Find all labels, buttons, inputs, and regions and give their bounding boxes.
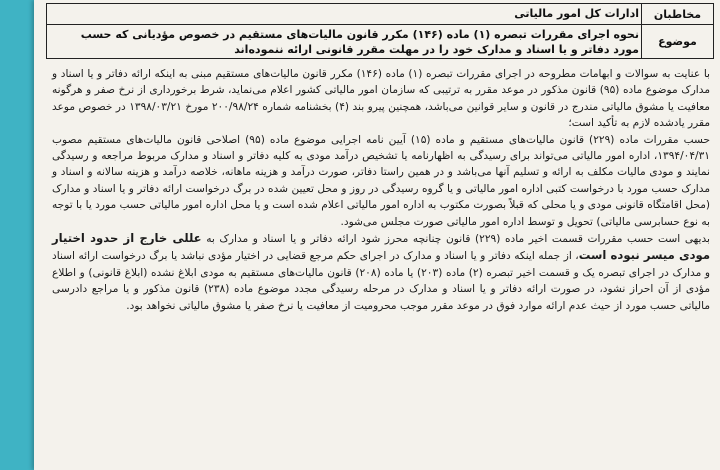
addressee-row [47, 4, 713, 25]
paragraph-3-emphasis: عللی خارج از حدود اختیار مودی میسر نبوده است [52, 231, 710, 263]
subject-label: موضوع [641, 25, 713, 58]
paragraph-3 [52, 230, 710, 314]
subject-value: نحوه اجرای مقررات تبصره (۱) ماده (۱۴۶) مکرر قانون مالیات‌های مستقیم در خصوص مؤدیانی که حسب مورد دفاتر و یا اسناد و مدارک خود را در مهلت مقرر قانونی ارائه ننموده‌اند [80, 28, 639, 56]
header-table [46, 3, 714, 59]
addressee-label: مخاطبان [641, 4, 713, 24]
paragraph-2: حسب مقررات ماده (۲۲۹) قانون مالیات‌های مستقیم و ماده (۱۵) آیین نامه اجرایی موضوع ماده (۹۵) اصلاحی قانون مالیات‌های مستقیم مصوب ۱۳۹۴/۰۴/۳۱، اداره امور مالیاتی می‌تواند برای رسیدگی به اظهارنامه یا تشخیص درآمد مودی به کلیه دفاتر و اسناد و مدارک مربوط مراجعه و رسیدگی نمایند و مودی مالیات مکلف به ارائه و تسلیم آنها می‌باشد و در همین راستا دفاتر، صورت درآمد و هزینه ماهانه، خلاصه درآمد و هزینه سالانه و اسناد و مدارک حسب مورد با درخواست کتبی اداره امور مالیاتی و یا گروه رسیدگی در روز و محل تعیین شده در برگ درخواست ارائه دفاتر و یا اسناد و مدارک (محل اقامتگاه قانونی مودی و یا محلی که قبلاً بصورت مکتوب به اداره امور مالیاتی اعلام شده است و یا محل اداره امور مالیاتی حسب مورد یا با توجه به نوع حسابرسی مالیاتی) تحویل و توسط اداره امور مالیاتی صورت مجلس می‌شود. [52, 133, 710, 228]
paragraph-3-part-b: ، از جمله اینکه دفاتر و یا اسناد و مدارک در اجرای حکم مرجع قضایی در اختیار مؤدی نباشد یا برگ درخواست ارائه اسناد و مدارک در اجرای تبصره یک و قسمت اخیر تبصره (۲) ماده (۲۰۳) یا ماده (۲۰۸) قانون مالیات‌های مستقیم به مودی ابلاغ نشده (ابلاغ قانونی) و اطلاع مؤدی از آن احراز نشود، در صورت ارائه دفاتر و یا اسناد و مدارک در مرحله رسیدگی مجدد موضوع ماده (۲۳۸) قانون مذکور و یا مراجع دادرسی مالیاتی حسب مورد از حیث عدم ارائه موارد فوق در موعد مقرر موجب محرومیت از معافیت یا نرخ صفر یا مشوق مالیاتی نخواهد بود. [52, 250, 711, 312]
paragraph-3-part-a: بدیهی است حسب مقررات قسمت اخیر ماده (۲۲۹) قانون چنانچه محرز شود ارائه دفاتر و یا اسناد و مدارک به [206, 233, 711, 246]
paragraph-1: با عنایت به سوالات و ابهامات مطروحه در اجرای مقررات تبصره (۱) ماده (۱۴۶) مکرر قانون مالیات‌های مستقیم مبنی به اینکه ارائه دفاتر و یا اسناد و مدارک موضوع ماده (۹۵) قانون مذکور در موعد مقرر به ترتیبی که سازمان امور مالیاتی کشور اعلام می‌نماید، شرط برخورداری از نرخ صفر و هرگونه معافیت یا مشوق مالیاتی مندرج در قانون و سایر قوانین می‌باشد، همچنین پیرو بند (۴) بخشنامه شماره ۲۰۰/۹۸/۲۴ مورخ ۱۳۹۸/۰۳/۲۱ در خصوص موعد مقرر یادشده لازم به تأکید است؛ [52, 68, 710, 130]
subject-row [47, 25, 713, 58]
document-page [34, 0, 720, 470]
document-body [52, 66, 710, 314]
addressee-value: ادارات کل امور مالیاتی [514, 7, 639, 20]
